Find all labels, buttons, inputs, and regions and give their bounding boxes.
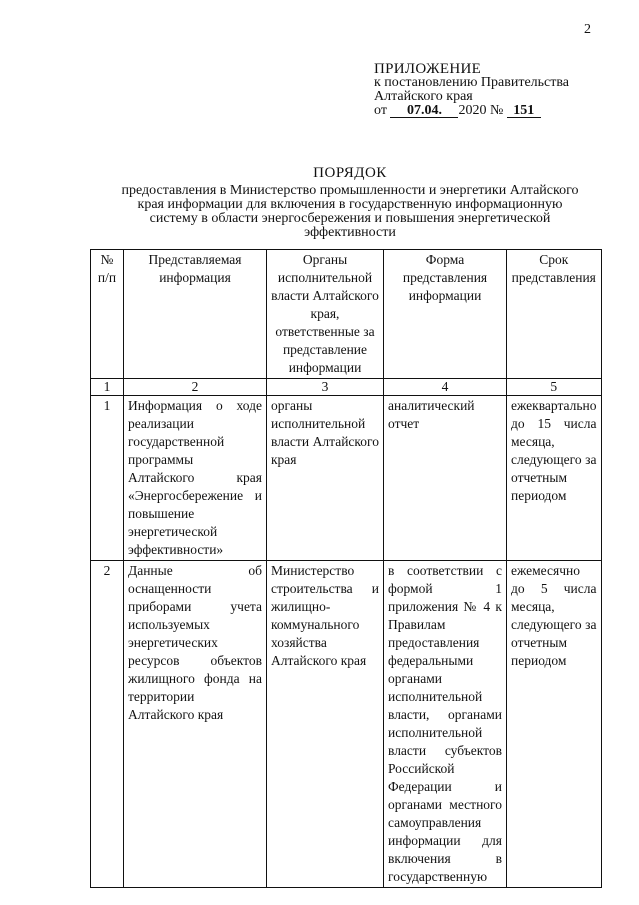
table-header-row [91, 250, 602, 379]
heading-line-4: эффективности [304, 225, 396, 240]
column-number: 1 [91, 379, 124, 396]
appendix-from: от [374, 103, 387, 118]
column-number: 2 [124, 379, 267, 396]
header-term: Срок представления [507, 250, 602, 379]
document-title: ПОРЯДОК [313, 165, 387, 181]
appendix-line-1: к постановлению Правительства [374, 75, 570, 90]
heading-line-2: края информации для включения в государственную информационную [137, 197, 563, 212]
appendix-number: 151 [507, 104, 541, 118]
header-organs: Органы исполнительной власти Алтайского края, ответственные за представление информации [267, 250, 384, 379]
column-number: 5 [507, 379, 602, 396]
appendix-year: 2020 № [458, 103, 504, 118]
appendix-block [374, 62, 569, 118]
row-info: Информация о ходе реализации государственной программы Алтайского края «Энергосбережение и повышение энергетической эффективности» [124, 396, 267, 561]
header-form: Форма представления информации [384, 250, 507, 379]
procedure-table [90, 249, 602, 888]
heading-line-1: предоставления в Министерство промышленности и энергетики Алтайского [121, 183, 579, 198]
header-num: № п/п [91, 250, 124, 379]
column-number: 4 [384, 379, 507, 396]
row-form: в соответствии с формой 1 приложения № 4 к Правилам предоставления федеральными органами исполнительной власти, органами исполнительной власти субъектов Российской Федерации и органами местного самоуправления информации для включения в государственную [384, 561, 507, 888]
appendix-date: 07.04. [390, 104, 458, 118]
table-row [91, 396, 602, 561]
row-organs: органы исполнительной власти Алтайского края [267, 396, 384, 561]
heading-line-3: систему в области энергосбережения и повышения энергетической [149, 211, 551, 226]
header-info: Представляемая информация [124, 250, 267, 379]
appendix-date-line [374, 104, 569, 118]
row-term: ежеквартально до 15 числа месяца, следующего за отчетным периодом [507, 396, 602, 561]
appendix-line-2: Алтайского края [374, 89, 473, 104]
document-heading [80, 166, 620, 240]
page-number: 2 [584, 22, 591, 37]
appendix-title: ПРИЛОЖЕНИЕ [374, 61, 482, 77]
row-organs: Министерство строительства и жилищно-коммунального хозяйства Алтайского края [267, 561, 384, 888]
row-term: ежемесячно до 5 числа месяца, следующего за отчетным периодом [507, 561, 602, 888]
column-numbers-row [91, 379, 602, 396]
table-row [91, 561, 602, 888]
row-info: Данные об оснащенности приборами учета используемых энергетических ресурсов объектов жилищного фонда на территории Алтайского края [124, 561, 267, 888]
row-num: 2 [91, 561, 124, 888]
row-num: 1 [91, 396, 124, 561]
column-number: 3 [267, 379, 384, 396]
row-form: аналитический отчет [384, 396, 507, 561]
